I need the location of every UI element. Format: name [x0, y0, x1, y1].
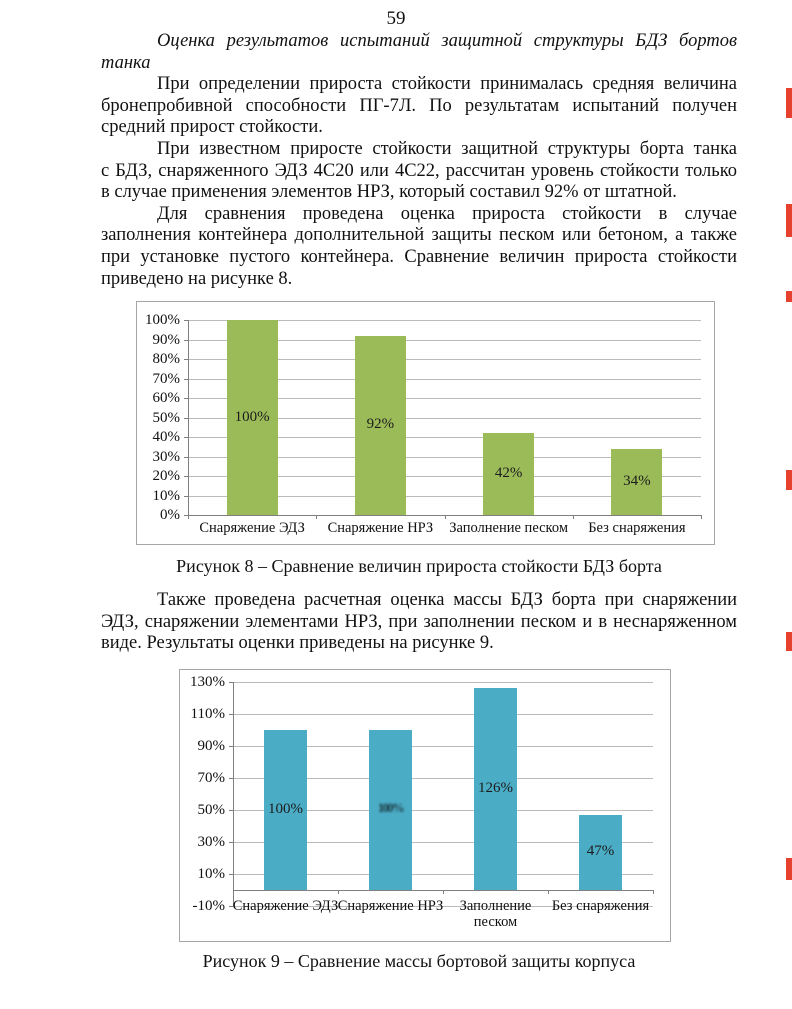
- y-tick-label: 20%: [152, 468, 180, 484]
- text-block-mid: [101, 590, 737, 655]
- bar-value-label: 47%: [586, 843, 615, 860]
- y-axis: [233, 682, 234, 906]
- x-tick: [548, 890, 549, 894]
- x-tick: [573, 515, 574, 519]
- margin-mark: [786, 470, 792, 490]
- x-tick: [443, 890, 444, 894]
- category-label: Снаряжение ЭДЗ: [199, 520, 305, 536]
- paragraph: [101, 204, 737, 290]
- y-tick-label: 0%: [160, 507, 180, 523]
- y-tick-label: 50%: [197, 802, 225, 818]
- y-tick-label: 100%: [145, 312, 180, 328]
- y-tick-label: 70%: [197, 770, 225, 786]
- gridline: [233, 682, 653, 683]
- text-line: бронепробивной способности ПГ-7Л. По результатам испытаний получен: [101, 95, 737, 116]
- figure9-chart: [179, 669, 671, 942]
- margin-mark: [786, 291, 792, 302]
- y-tick-label: 30%: [152, 448, 180, 465]
- category-label: Снаряжение НРЗ: [327, 520, 434, 536]
- margin-mark: [786, 632, 792, 651]
- margin-mark: [786, 204, 792, 237]
- text-block-top: [101, 31, 737, 290]
- bar-value-label: 126%: [478, 780, 513, 797]
- text-line: виде. Результаты оценки приведены на рисунке 9.: [101, 633, 494, 654]
- y-tick-label: 90%: [197, 738, 225, 754]
- y-tick-label: -10%: [192, 898, 225, 914]
- text-line: заполнения контейнера дополнительной защиты песком или бетоном, а также: [101, 225, 737, 246]
- y-tick-label: 10%: [152, 487, 180, 504]
- text-line: При определении прироста стойкости принималась средняя величина: [157, 74, 737, 95]
- y-axis: [188, 320, 189, 515]
- text-line: при установке пустого контейнера. Сравнение величин прироста стойкости: [101, 246, 737, 267]
- x-tick: [338, 890, 339, 894]
- paragraph: [101, 74, 737, 139]
- text-line: Для сравнения проведена оценка прироста стойкости в случае: [157, 203, 737, 224]
- category-label: Заполнение песком: [459, 898, 532, 930]
- y-tick-label: 30%: [197, 834, 225, 850]
- y-tick-label: 60%: [152, 390, 180, 406]
- x-tick: [316, 515, 317, 519]
- category-label: Снаряжение ЭДЗ: [232, 898, 339, 914]
- text-line: средний прирост стойкости.: [101, 117, 323, 138]
- margin-mark: [786, 88, 792, 118]
- y-tick-label: 10%: [197, 866, 225, 882]
- x-tick: [653, 890, 654, 894]
- margin-mark: [786, 858, 792, 880]
- category-label: Заполнение песком: [449, 520, 569, 536]
- x-tick: [701, 515, 702, 519]
- x-tick: [188, 515, 189, 519]
- bar-value-label: 100%: [377, 801, 404, 815]
- y-tick-label: 40%: [152, 429, 180, 445]
- figure8-chart: [136, 301, 715, 545]
- category-label: Без снаряжения: [588, 520, 686, 536]
- figure8-caption: Рисунок 8 – Сравнение величин прироста стойкости БДЗ борта: [176, 556, 662, 576]
- text-line: в случае применения элементов НРЗ, который составил 92% от штатной.: [101, 182, 677, 203]
- text-line: приведено на рисунке 8.: [101, 268, 293, 289]
- x-tick: [233, 890, 234, 894]
- text-line: Также проведена расчетная оценка массы БДЗ борта при снаряжении: [157, 590, 737, 610]
- bar-value-label: 100%: [234, 408, 270, 425]
- text-line: ЭДЗ, снаряжении элементами НРЗ, при заполнении песком и в неснаряженном: [101, 611, 737, 632]
- paragraph: [101, 590, 737, 655]
- text-line: с БДЗ, снаряженного ЭДЗ 4С20 или 4С22, рассчитан уровень стойкости только: [101, 160, 737, 181]
- y-tick-label: 130%: [190, 674, 225, 690]
- bar-value-label: 34%: [623, 472, 651, 489]
- bar-value-label: 92%: [366, 416, 395, 433]
- paragraph: [101, 139, 737, 204]
- figure9-caption: Рисунок 9 – Сравнение массы бортовой защиты корпуса: [202, 951, 636, 971]
- text-line: Оценка результатов испытаний защитной структуры БДЗ бортов: [157, 31, 737, 51]
- gridline: [233, 714, 653, 715]
- y-tick-label: 70%: [152, 370, 180, 387]
- section-heading: [101, 31, 737, 74]
- category-label: Снаряжение НРЗ: [337, 898, 444, 914]
- y-tick-label: 80%: [152, 351, 180, 367]
- y-tick-label: 50%: [152, 409, 180, 426]
- x-tick: [445, 515, 446, 519]
- bar-value-label: 100%: [268, 801, 303, 817]
- text-line: танка: [101, 52, 151, 73]
- category-label: Без снаряжения: [551, 898, 650, 914]
- y-tick-label: 90%: [152, 331, 180, 348]
- y-tick-label: 110%: [190, 706, 225, 722]
- bar-value-label: 42%: [494, 465, 523, 482]
- page-number: 59: [386, 8, 406, 29]
- text-line: При известном приросте стойкости защитной структуры борта танка: [157, 138, 737, 159]
